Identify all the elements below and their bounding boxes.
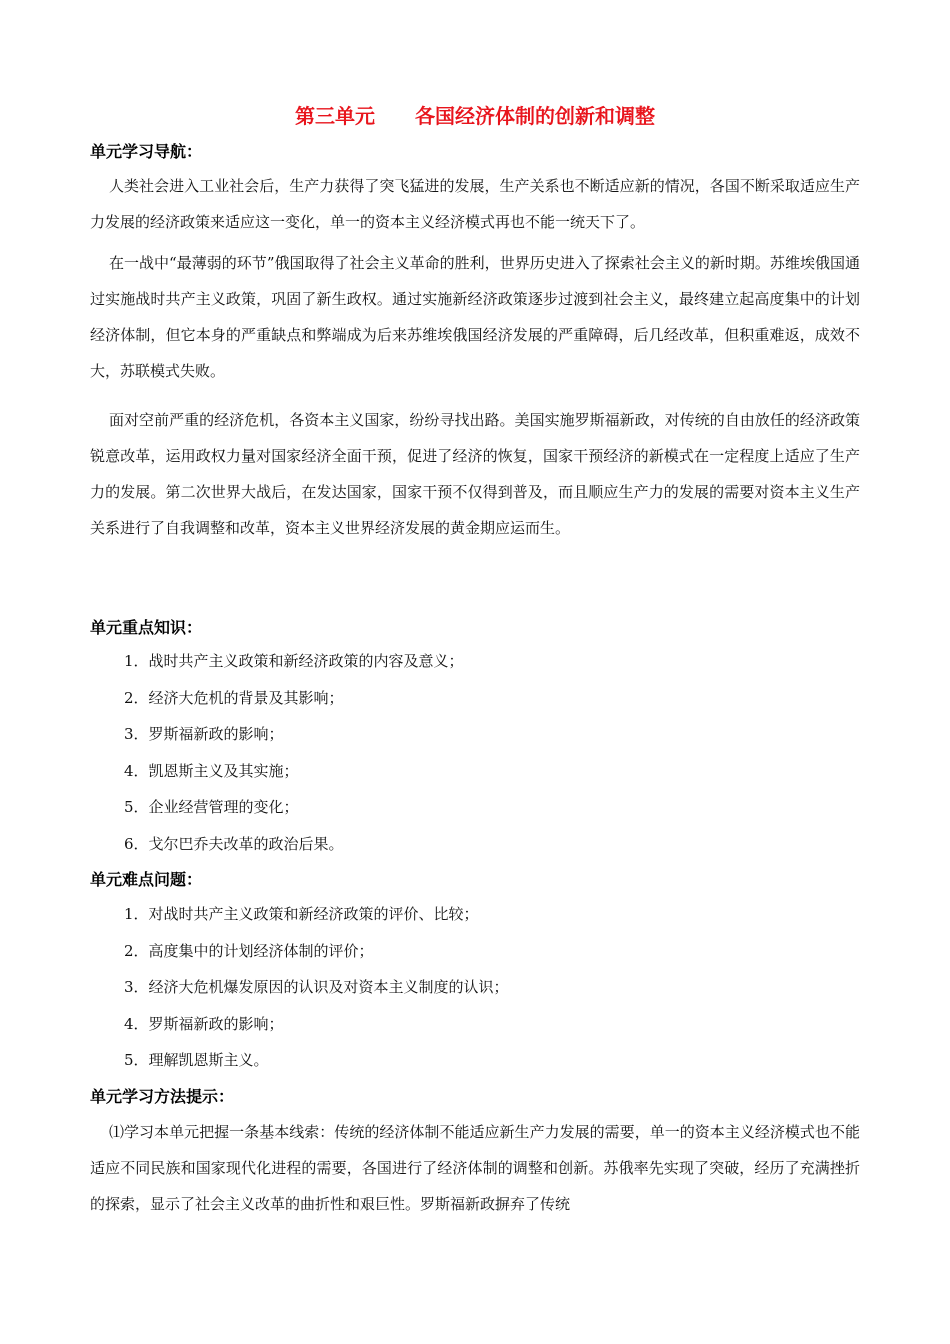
list-item: 1．对战时共产主义政策和新经济政策的评价、比较； [124,905,479,923]
list-item: 4．罗斯福新政的影响； [124,1014,284,1033]
list-item: 3．经济大危机爆发原因的认识及对资本主义制度的认识； [124,978,509,996]
navigation-heading: 单元学习导航： [90,142,203,161]
navigation-paragraph-1: 人类社会进入工业社会后，生产力获得了突飞猛进的发展，生产关系也不断适应新的情况，各国不断采取适应生产力发展的经济政策来适应这一变化，单一的资本主义经济模式再也不能一统天下了。 [90,177,860,231]
key-points-list [124,643,464,862]
navigation-paragraph-3: 面对空前严重的经济危机，各资本主义国家，纷纷寻找出路。美国实施罗斯福新政，对传统的自由放任的经济政策锐意改革，运用政权力量对国家经济全面干预，促进了经济的恢复，国家干预经济的新模式在一定程度上适应了生产力的发展。第二次世界大战后，在发达国家，国家干预不仅得到普及，而且顺应生产力的发展的需要对资本主义生产关系进行了自我调整和改革，资本主义世界经济发展的黄金期应运而生。 [90,411,860,537]
list-item: 2．高度集中的计划经济体制的评价； [124,941,374,960]
list-item: 1．战时共产主义政策和新经济政策的内容及意义； [124,652,464,670]
list-item: 6．戈尔巴乔夫改革的政治后果。 [124,834,344,853]
list-item: 2．经济大危机的背景及其影响； [124,688,344,707]
page-title: 第三单元 各国经济体制的创新和调整 [295,104,655,128]
difficult-points-list [124,896,509,1079]
method-tips-heading: 单元学习方法提示： [90,1087,235,1106]
list-item: 5．企业经营管理的变化； [124,798,299,816]
difficult-points-heading: 单元难点问题： [90,870,203,889]
list-item: 4．凯恩斯主义及其实施； [124,761,299,780]
key-points-heading: 单元重点知识： [90,618,203,637]
list-item: 5．理解凯恩斯主义。 [124,1051,269,1069]
method-tips-paragraph: ⑴学习本单元把握一条基本线索：传统的经济体制不能适应新生产力发展的需要，单一的资本主义经济模式也不能适应不同民族和国家现代化进程的需要，各国进行了经济体制的调整和创新。苏俄率先实现了突破，经历了充满挫折的探索，显示了社会主义改革的曲折性和艰巨性。罗斯福新政摒弃了传统 [90,1123,860,1213]
list-item: 3．罗斯福新政的影响； [124,725,284,743]
navigation-paragraph-2: 在一战中“最薄弱的环节”俄国取得了社会主义革命的胜利，世界历史进入了探索社会主义的新时期。苏维埃俄国通过实施战时共产主义政策，巩固了新生政权。通过实施新经济政策逐步过渡到社会主义，最终建立起高度集中的计划经济体制，但它本身的严重缺点和弊端成为后来苏维埃俄国经济发展的严重障碍，后几经改革，但积重难返，成效不大，苏联模式失败。 [90,254,860,380]
